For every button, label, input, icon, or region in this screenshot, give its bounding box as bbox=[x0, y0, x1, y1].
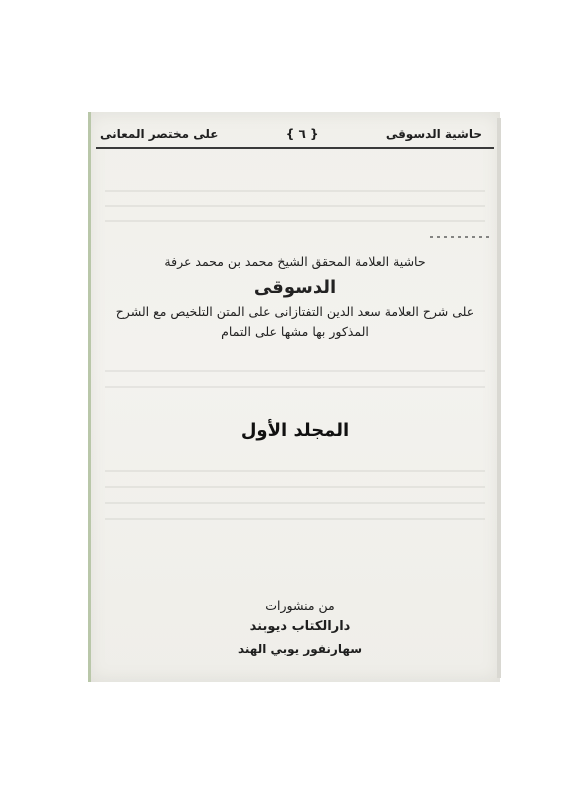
running-head bbox=[100, 122, 482, 146]
running-head-book-title: حاشية الدسوقى bbox=[385, 127, 482, 141]
title-block bbox=[95, 252, 495, 342]
header-rule bbox=[96, 147, 494, 149]
show-through-line bbox=[105, 486, 485, 488]
show-through-line bbox=[105, 370, 485, 372]
title-description-line-2: المذكور بها مشها على التمام bbox=[221, 324, 369, 339]
page-right-edge bbox=[497, 118, 501, 678]
running-head-work-title: على مختصر المعانى bbox=[100, 127, 219, 141]
publisher-name: دارالكتاب ديوبند bbox=[249, 619, 351, 634]
dashed-mark bbox=[430, 236, 490, 238]
show-through-line bbox=[105, 205, 485, 207]
publisher-place: سهارنفور يوبي الهند bbox=[237, 642, 363, 656]
publisher-from: من منشورات bbox=[265, 598, 335, 613]
show-through-line bbox=[105, 502, 485, 504]
page-left-edge bbox=[88, 112, 91, 682]
show-through-line bbox=[105, 220, 485, 222]
show-through-line bbox=[105, 470, 485, 472]
title-intro: حاشية العلامة المحقق الشيخ محمد بن محمد عرفة bbox=[164, 254, 426, 269]
page-number: { ٦ } bbox=[285, 127, 319, 141]
publisher-block bbox=[150, 596, 450, 660]
title-author-name: الدسوقى bbox=[253, 277, 337, 298]
title-description-line-1: على شرح العلامة سعد الدين التفتازانى على المتن التلخيص مع الشرح bbox=[115, 304, 475, 319]
volume-heading: المجلد الأول bbox=[240, 420, 350, 441]
show-through-line bbox=[105, 386, 485, 388]
show-through-line bbox=[105, 518, 485, 520]
show-through-line bbox=[105, 190, 485, 192]
